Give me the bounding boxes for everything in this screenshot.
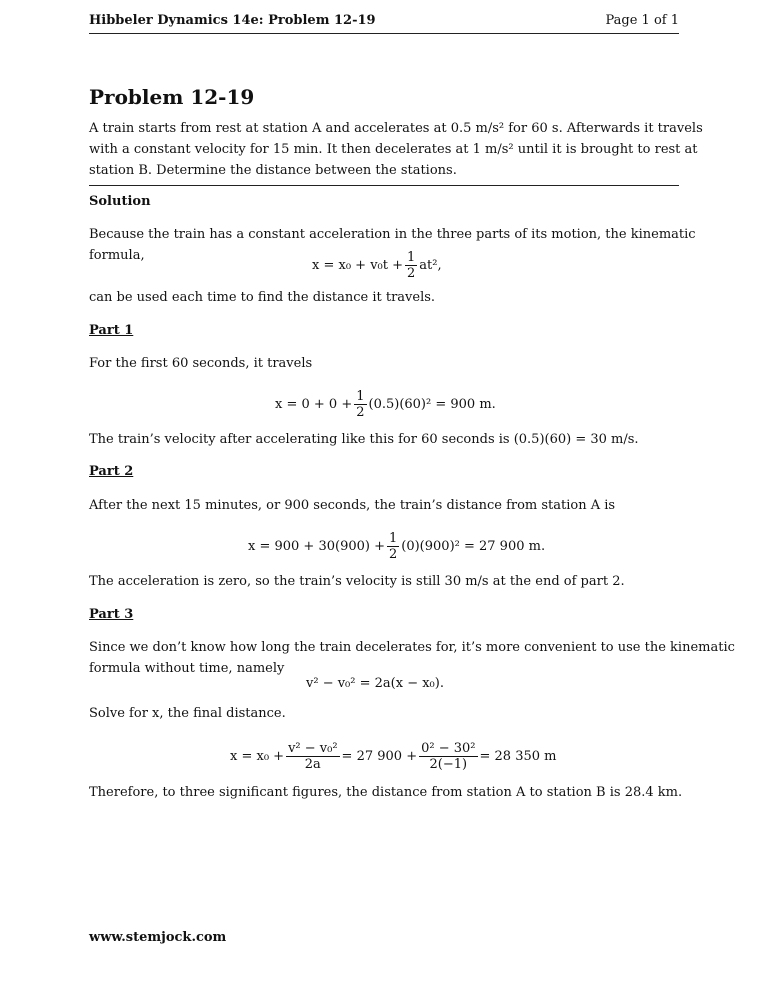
eq-text: x = x₀ + [230, 749, 285, 764]
eq-num: 1 [388, 531, 398, 546]
part1-after: The train’s velocity after accelerating like this for 60 seconds is (0.5)(60) = 30 m/s. [89, 432, 639, 447]
equation-part2 [248, 531, 545, 562]
eq-text: x = x₀ + v₀t + [312, 258, 403, 273]
eq-den: 2 [407, 266, 416, 281]
eq-text: (0.5)(60)² = 900 m. [368, 397, 496, 412]
eq-den: 2 [388, 547, 398, 562]
equation-part1 [275, 389, 496, 420]
footer-link[interactable]: www.stemjock.com [89, 930, 227, 945]
eq-num: 1 [407, 250, 416, 265]
eq-num: v² − v₀² [288, 741, 338, 756]
page-number: Page 1 of 1 [605, 13, 679, 28]
eq-num: 0² − 30² [421, 741, 476, 756]
eq-text: (0)(900)² = 27 900 m. [401, 539, 546, 554]
part1-text: For the first 60 seconds, it travels [89, 356, 313, 371]
solution-heading: Solution [89, 194, 151, 209]
section-rule [89, 185, 679, 186]
part3-solve: Solve for x, the final distance. [89, 706, 286, 721]
intro-line: Because the train has a constant acceleration in the three parts of its motion, the kinematic [89, 227, 696, 242]
problem-line: A train starts from rest at station A and accelerates at 0.5 m/s² for 60 s. Afterwards it travels [89, 121, 703, 136]
part3-text: Since we don’t know how long the train decelerates for, it’s more convenient to use the kinematic [89, 640, 735, 655]
eq-text: x = 0 + 0 + [275, 397, 353, 412]
eq-text: = 27 900 + [341, 749, 418, 764]
part3-heading: Part 3 [89, 607, 134, 622]
equation-kinematic [312, 250, 442, 281]
equation-velocity: v² − v₀² = 2a(x − x₀). [306, 676, 444, 691]
part1-heading: Part 1 [89, 323, 134, 338]
problem-line: with a constant velocity for 15 min. It then decelerates at 1 m/s² until it is brought to rest at [89, 142, 698, 157]
header-rule [89, 33, 679, 34]
part2-after: The acceleration is zero, so the train’s velocity is still 30 m/s at the end of part 2. [89, 574, 625, 589]
eq-den: 2 [356, 405, 365, 420]
intro-line: can be used each time to find the distance it travels. [89, 290, 436, 305]
eq-text: x = 900 + 30(900) + [248, 539, 385, 554]
eq-text: = 28 350 m [479, 749, 557, 764]
header-title: Hibbeler Dynamics 14e: Problem 12-19 [89, 13, 376, 28]
eq-text: at², [419, 258, 442, 273]
problem-line: station B. Determine the distance between the stations. [89, 163, 457, 178]
eq-den: 2(−1) [429, 757, 468, 772]
part2-heading: Part 2 [89, 464, 134, 479]
equation-part3 [230, 741, 556, 772]
part2-text: After the next 15 minutes, or 900 seconds, the train’s distance from station A is [89, 498, 616, 513]
eq-num: 1 [356, 389, 365, 404]
part3-text: formula without time, namely [89, 661, 285, 676]
intro-line: formula, [89, 248, 145, 263]
eq-den: 2a [304, 757, 321, 772]
page-title: Problem 12-19 [89, 85, 255, 109]
conclusion: Therefore, to three significant figures, the distance from station A to station B is 28.4 km. [89, 785, 683, 800]
